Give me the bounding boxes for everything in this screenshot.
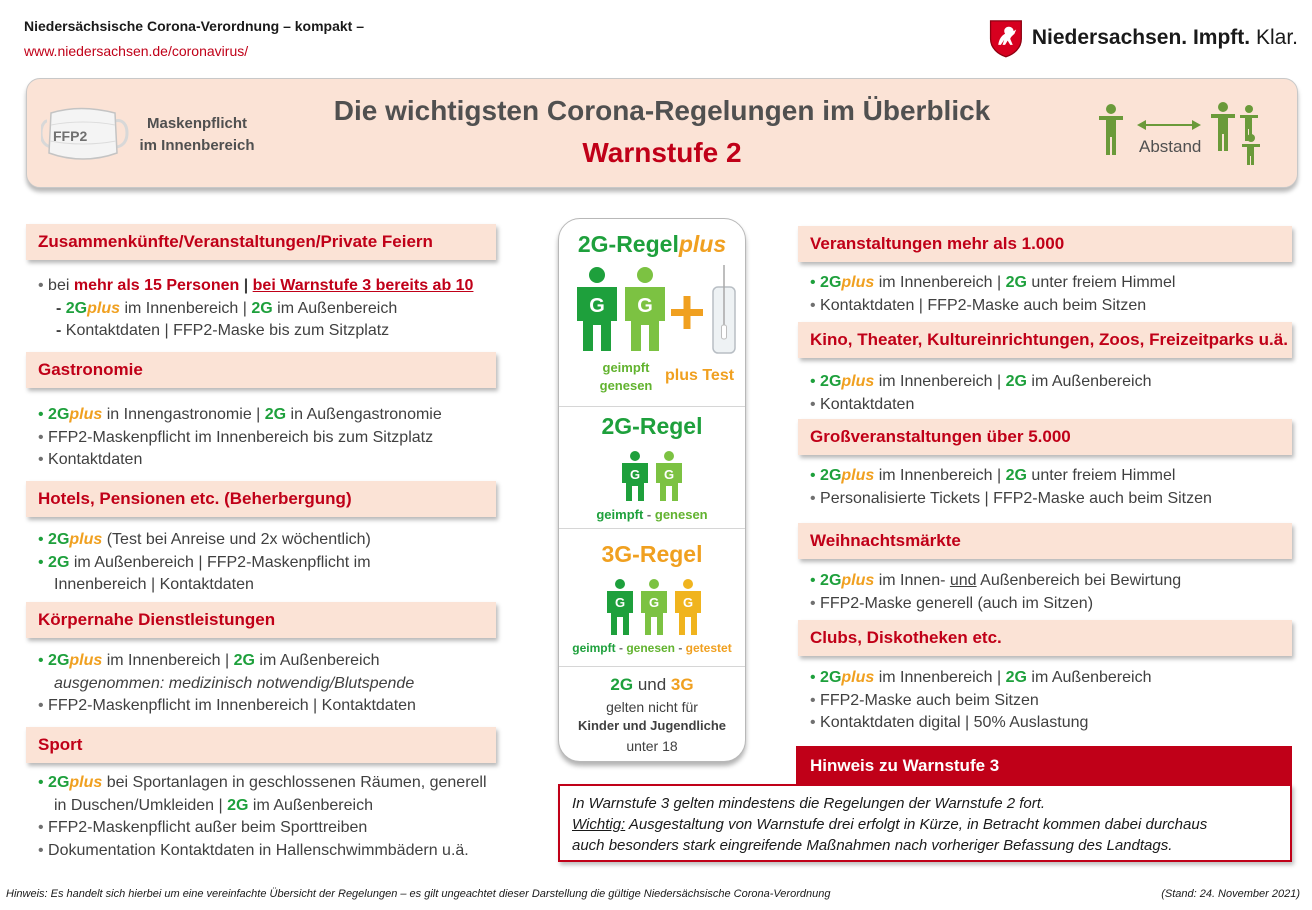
person-icon — [656, 451, 682, 501]
ffp2-mask-icon — [41, 103, 141, 165]
distance-label: Abstand — [1139, 137, 1202, 156]
rule-2g: 2G — [1005, 373, 1027, 390]
caption-vaccinated: geimpft — [602, 360, 650, 375]
list-item — [38, 673, 416, 696]
list-text: bei — [48, 277, 74, 294]
list-item: • Dokumentation Kontaktdaten in Hallenschwimmbädern u.ä. — [38, 841, 469, 859]
list-text: im Außenbereich | FFP2-Maskenpflicht im — [69, 553, 371, 571]
legend-figures — [605, 579, 703, 637]
notice-line — [572, 814, 1278, 835]
section-header-christmas-markets: Weihnachtsmärkte — [798, 523, 1292, 559]
person-icon — [625, 267, 665, 351]
highlight-text: bei Warnstufe 3 bereits ab 10 — [252, 277, 474, 294]
legend-figures — [620, 451, 686, 501]
legend-caption — [559, 641, 745, 655]
legend-title: 2G-Regel — [601, 413, 703, 439]
person-icon — [622, 451, 648, 501]
section-header-culture: Kino, Theater, Kultureinrichtungen, Zoos, Freizeitparks u.ä. — [798, 322, 1292, 358]
list-text: FFP2-Maskenpflicht außer beim Sporttreiben — [48, 819, 368, 836]
person-icon — [607, 579, 633, 635]
section-header-gatherings: Zusammenkünfte/Veranstaltungen/Private Feiern — [26, 224, 496, 260]
caption-separator: - — [615, 641, 627, 655]
list-item — [38, 298, 473, 321]
rule-plus: plus — [841, 572, 875, 589]
list-item: • Kontaktdaten | FFP2-Maske auch beim Sitzen — [810, 296, 1147, 314]
section-list-large-events — [810, 465, 1212, 510]
section-list-personal-services — [38, 650, 416, 718]
note-and: und — [633, 675, 671, 694]
list-item: • Personalisierte Tickets | FFP2-Maske auch beim Sitzen — [810, 489, 1212, 507]
rule-2g: 2G — [233, 652, 255, 669]
list-text: in Außengastronomie — [286, 406, 442, 423]
source-url[interactable]: www.niedersachsen.de/coronavirus/ — [24, 43, 249, 59]
list-item: • 2Gplus im Innenbereich | 2G im Außenbereich — [38, 652, 380, 669]
list-text: FFP2-Maskenpflicht im Innenbereich bis zum Sitzplatz — [48, 428, 434, 446]
rule-plus: plus — [69, 531, 103, 548]
list-text: Kontaktdaten | FFP2-Maske auch beim Sitzen — [820, 296, 1147, 314]
rule-plus: plus — [841, 274, 875, 291]
list-text: in Innengastronomie | — [102, 406, 265, 423]
list-text: FFP2-Maske generell (auch im Sitzen) — [820, 594, 1094, 612]
list-item: • FFP2-Maskenpflicht im Innenbereich bis zum Sitzplatz — [38, 428, 434, 446]
list-item: • bei mehr als 15 Personen | bei Warnstufe 3 bereits ab 10 — [38, 277, 474, 294]
list-text: im Außenbereich — [272, 299, 398, 317]
list-text: ausgenommen: medizinisch notwendig/Blutspende — [54, 674, 415, 692]
list-text: in Duschen/Umkleiden | — [54, 796, 228, 814]
brand-text-mid: Impft. — [1192, 26, 1251, 49]
legend-title-plus: plus — [678, 231, 727, 257]
list-item: • FFP2-Maskenpflicht im Innenbereich | Kontaktdaten — [38, 697, 416, 714]
notice-box — [558, 784, 1292, 862]
notice-line: auch besonders stark eingreifende Maßnahmen nach vorheriger Befassung des Landtags. — [572, 837, 1173, 854]
dash: - — [56, 322, 66, 339]
section-list-hotels — [38, 529, 371, 597]
list-text: Kontaktdaten digital | 50% Auslastung — [820, 714, 1089, 731]
list-text: im Innenbereich | — [102, 652, 234, 669]
person-letter: G — [629, 467, 641, 482]
rule-plus: plus — [69, 774, 103, 791]
section-header-clubs: Clubs, Diskotheken etc. — [798, 620, 1292, 656]
note-line: unter 18 — [626, 738, 678, 754]
list-text: Kontaktdaten — [48, 451, 143, 468]
rule-2g: 2G — [227, 796, 249, 814]
list-item: • 2Gplus im Innen- und Außenbereich bei Bewirtung — [810, 572, 1182, 589]
list-text: Kontaktdaten — [820, 395, 915, 413]
person-icon — [577, 267, 617, 351]
list-text: unter freiem Himmel — [1026, 274, 1176, 291]
rule-2g: 2G — [820, 572, 842, 589]
person-icon — [675, 579, 701, 635]
list-item: • FFP2-Maske auch beim Sitzen — [810, 691, 1039, 709]
caption-vaccinated: geimpft — [596, 507, 644, 522]
list-text: (Test bei Anreise und 2x wöchentlich) — [102, 531, 371, 548]
notice-important: Wichtig: — [572, 816, 626, 833]
caption-recovered: genesen — [599, 378, 653, 393]
section-header-events-1000: Veranstaltungen mehr als 1.000 — [798, 226, 1292, 262]
legend-figures — [573, 265, 737, 355]
list-item: • 2G im Außenbereich | FFP2-Maskenpflicht im — [38, 553, 371, 571]
section-list-clubs — [810, 667, 1151, 735]
list-text: Dokumentation Kontaktdaten in Hallenschwimmbädern u.ä. — [48, 841, 469, 859]
underlined-text: und — [949, 572, 977, 589]
list-text: im Innenbereich | — [120, 299, 252, 317]
legend-title-main: 2G-Regel — [577, 231, 679, 257]
list-text: im Innen- — [874, 572, 950, 589]
dash: - — [56, 299, 66, 317]
note-3g: 3G — [670, 675, 694, 694]
rule-2g: 2G — [251, 299, 273, 317]
warning-level-title: Warnstufe 2 — [582, 137, 742, 168]
rule-2g: 2G — [48, 531, 70, 548]
list-item: • FFP2-Maske generell (auch im Sitzen) — [810, 594, 1094, 612]
legend-title: 3G-Regel — [601, 541, 703, 567]
list-item: • 2Gplus (Test bei Anreise und 2x wöchentlich) — [38, 531, 371, 548]
person-icon — [1099, 104, 1123, 155]
double-arrow-icon — [1137, 120, 1201, 130]
note-line: gelten nicht für — [606, 699, 698, 715]
section-header-personal-services: Körpernahe Dienstleistungen — [26, 602, 496, 638]
brand-text-light: Klar. — [1255, 26, 1298, 49]
legend-note — [559, 667, 745, 762]
caption-recovered: genesen — [654, 507, 708, 522]
notice-line: In Warnstufe 3 gelten mindestens die Regelungen der Warnstufe 2 fort. — [572, 795, 1046, 812]
list-text: FFP2-Maske auch beim Sitzen — [820, 691, 1039, 709]
notice-header: Hinweis zu Warnstufe 3 — [796, 746, 1292, 786]
section-list-gastronomy — [38, 404, 442, 472]
title-banner — [26, 78, 1298, 188]
list-item: • 2Gplus im Innenbereich | 2G im Außenbereich — [810, 669, 1152, 686]
legend-caption — [559, 507, 745, 522]
list-text: im Innenbereich | — [874, 467, 1006, 484]
list-item: • 2Gplus im Innenbereich | 2G unter freiem Himmel — [810, 467, 1176, 484]
rule-2g: 2G — [48, 652, 70, 669]
mask-label-line-1: Maskenpflicht — [146, 115, 248, 132]
rule-2g: 2G — [820, 373, 842, 390]
legend-2g-plus — [559, 219, 745, 407]
section-header-large-events: Großveranstaltungen über 5.000 — [798, 419, 1292, 455]
caption-vaccinated: geimpft — [572, 641, 616, 655]
rule-plus: plus — [69, 406, 103, 423]
rule-2g: 2G — [1005, 467, 1027, 484]
brand-text-bold: Niedersachsen. — [1031, 26, 1188, 49]
page-title: Die wichtigsten Corona-Regelungen im Überblick — [333, 95, 991, 126]
rule-plus: plus — [87, 299, 121, 317]
rule-plus: plus — [841, 373, 875, 390]
person-icon — [641, 579, 667, 635]
list-item: • 2Gplus in Innengastronomie | 2G in Außengastronomie — [38, 406, 442, 423]
list-item: • Kontaktdaten — [38, 451, 143, 468]
legend-title — [559, 231, 745, 258]
rule-2g: 2G — [264, 406, 287, 423]
list-item — [38, 320, 473, 343]
list-text: Personalisierte Tickets | FFP2-Maske auch beim Sitzen — [820, 489, 1212, 507]
person-letter: G — [589, 295, 605, 317]
section-list-sport — [38, 772, 487, 862]
person-letter: G — [637, 295, 653, 317]
list-item: • 2Gplus im Innenbereich | 2G im Außenbereich — [810, 373, 1152, 390]
ffp2-mask-label: FFP2 — [53, 128, 88, 144]
list-text: Kontaktdaten | FFP2-Maske bis zum Sitzplatz — [65, 322, 390, 339]
rule-plus: plus — [841, 669, 875, 686]
list-item: • Kontaktdaten digital | 50% Auslastung — [810, 714, 1089, 731]
list-text: bei Sportanlagen in geschlossenen Räumen, generell — [102, 774, 487, 791]
person-letter: G — [682, 595, 694, 610]
rule-2g: 2G — [48, 553, 70, 571]
highlight-text: mehr als 15 Personen — [73, 277, 240, 294]
note-2g: 2G — [610, 675, 634, 694]
rules-legend-panel — [558, 218, 746, 762]
list-text: im Außenbereich — [254, 652, 380, 669]
test-tube-icon — [713, 265, 735, 353]
section-header-hotels: Hotels, Pensionen etc. (Beherbergung) — [26, 481, 496, 517]
list-text: Außenbereich bei Bewirtung — [976, 572, 1182, 589]
section-list-events-1000 — [810, 272, 1175, 317]
section-list-christmas-markets — [810, 570, 1181, 615]
section-list-culture — [810, 371, 1151, 416]
caption-recovered: genesen — [626, 641, 675, 655]
rule-2g: 2G — [820, 467, 842, 484]
list-item: • FFP2-Maskenpflicht außer beim Sporttreiben — [38, 819, 368, 836]
caption-separator: - — [675, 641, 686, 655]
list-item — [38, 795, 487, 818]
list-text: im Innenbereich | — [874, 669, 1006, 686]
list-text: FFP2-Maskenpflicht im Innenbereich | Kontaktdaten — [48, 697, 416, 714]
mask-label-line-2: im Innenbereich — [139, 137, 255, 154]
note-title — [559, 675, 745, 695]
section-list-gatherings — [38, 275, 473, 343]
footer-date: (Stand: 24. November 2021) — [1161, 888, 1300, 900]
list-text: unter freiem Himmel — [1026, 467, 1176, 484]
caption-tested: getestet — [685, 641, 732, 655]
list-text: im Außenbereich — [248, 796, 373, 814]
legend-2g — [559, 407, 745, 529]
person-icon — [1211, 102, 1260, 165]
rule-2g: 2G — [820, 274, 842, 291]
plus-icon — [671, 296, 703, 329]
list-item: • 2Gplus im Innenbereich | 2G unter freiem Himmel — [810, 274, 1176, 291]
notice-text: Ausgestaltung von Warnstufe drei erfolgt in Kürze, in Betracht kommen dabei durchaus — [625, 816, 1208, 833]
list-item — [38, 574, 371, 597]
mask-requirement-label — [137, 113, 257, 157]
rule-2g: 2G — [1005, 274, 1027, 291]
rule-2g: 2G — [48, 774, 70, 791]
rule-2g: 2G — [820, 669, 842, 686]
brand-logo — [988, 14, 1298, 62]
document-title: Niedersächsische Corona-Verordnung – kompakt – — [24, 18, 364, 34]
person-letter: G — [663, 467, 675, 482]
list-text: im Außenbereich — [1026, 373, 1152, 390]
caption-separator: - — [643, 507, 655, 522]
section-header-gastronomy: Gastronomie — [26, 352, 496, 388]
list-text: Innenbereich | Kontaktdaten — [54, 576, 254, 593]
section-header-sport: Sport — [26, 727, 496, 763]
list-item: • 2Gplus bei Sportanlagen in geschlossenen Räumen, generell — [38, 774, 487, 791]
separator: | — [239, 277, 253, 294]
rule-2g: 2G — [1005, 669, 1027, 686]
list-item: • Kontaktdaten — [810, 395, 915, 413]
legend-3g — [559, 529, 745, 667]
footer-disclaimer: Hinweis: Es handelt sich hierbei um eine vereinfachte Übersicht der Regelungen – es gilt ungeachtet dieser Darstellung die gültige Niedersächsische Corona-Verordnung — [6, 888, 831, 900]
rule-2g: 2G — [65, 299, 88, 317]
list-text: im Innenbereich | — [874, 274, 1006, 291]
person-letter: G — [648, 595, 660, 610]
rule-plus: plus — [841, 467, 875, 484]
list-text: im Innenbereich | — [874, 373, 1006, 390]
note-line: Kinder und Jugendliche — [577, 718, 727, 733]
person-letter: G — [614, 595, 626, 610]
horse-crest-icon — [988, 15, 1024, 61]
rule-plus: plus — [69, 652, 103, 669]
caption-plus-test: plus Test — [665, 367, 735, 384]
rule-2g: 2G — [48, 406, 70, 423]
list-text: im Außenbereich — [1026, 669, 1152, 686]
